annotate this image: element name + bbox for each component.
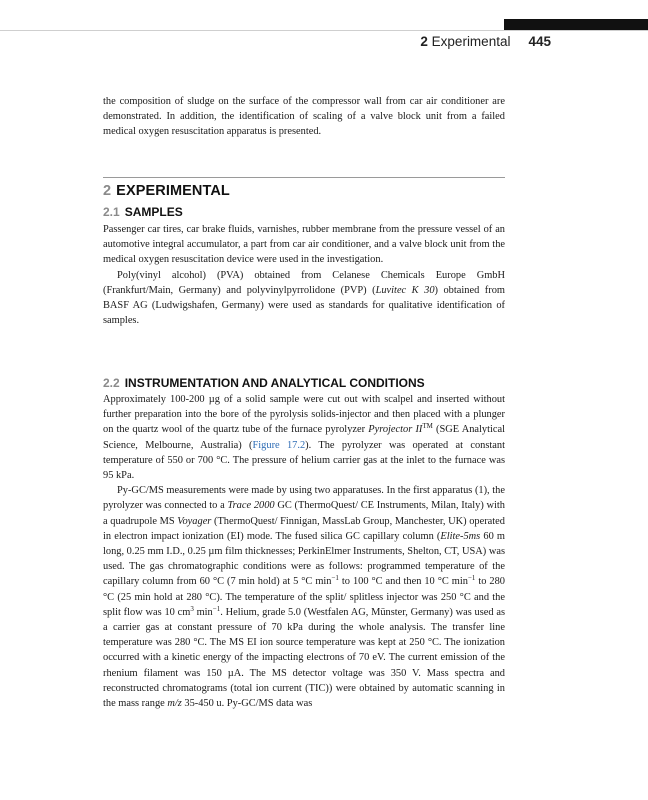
samples-paragraph-1: Passenger car tires, car brake fluids, varnishes, rubber membrane from the pressure vessel of an automotive integral accumulator, a part from car air conditioner, and a valve block unit from the medical oxygen resuscitation device were used in the investigation.	[103, 224, 505, 266]
running-head	[420, 34, 551, 49]
section-number: 2	[103, 183, 112, 199]
subsection-heading-samples: 2.1 SAMPLES	[103, 205, 183, 219]
figure-link[interactable]: Figure 17.2	[252, 439, 306, 451]
header-decor-bar	[504, 19, 648, 30]
instrumentation-paragraph-1: Approximately 100-200 µg of a solid sample were cut out with scalpel and inserted without further preparation into the bore of the pyrolysis solids-injector and then placed with a plunger on the quartz wool of the quartz tube of the furnace pyrolyzer Pyrojector II™ (SGE Analytical Science, Melbourne, Australia) (Figure 17.2). The pyrolyzer was operated at constant temperature of 550 or 700 °C. The pressure of helium carrier gas at the inlet to the furnace was 95 kPa.	[103, 394, 505, 482]
section-rule	[103, 177, 505, 178]
instrumentation-paragraph-2: Py-GC/MS measurements were made by using two apparatuses. In the first apparatus (1), the pyrolyzer was connected to a Trace 2000 GC (ThermoQuest/ CE Instruments, Milan, Italy) with a quadrupole MS Voyager (ThermoQuest/ Finnigan, MassLab Group, Manchester, UK) operated in electron impact ionization (EI) mode. The fused silica GC capillary column (Elite-5ms 60 m long, 0.25 mm I.D., 0.25 µm film thicknesses; PerkinElmer Instruments, Shelton, CT, USA) was used. The gas chromatographic conditions were as follows: programmed temperature of the capillary column from 60 °C (7 min hold) at 5 °C $\min^{-1}$ to 100 °C and then 10 °C $\min^{-1}$ to 280 °C (25 min hold at 280 °C). The temperature of the split/ splitless injector was 250 °C and the split flow was 10 $cm^3$ $\min^{-1}$. Helium, grade 5.0 (Westfalen AG, Münster, Germany) was used as a carrier gas at constant pressure of 70 kPa during the whole analysis. The transfer line temperature was 280 °C. The MS EI ion source temperature was kept at 250 °C. The ionization occurred with a kinetic energy of the impacting electrons of 70 eV. The current emission of the rhenium filament was 150 µA. The MS detector voltage was 350 V. Mass spectra and reconstructed chromatograms (total ion current (TIC)) were obtained by automatic scanning in the mass range m/z 35-450 u. Py-GC/MS data was	[103, 485, 505, 710]
header-rule	[0, 30, 648, 31]
section-title: EXPERIMENTAL	[116, 183, 230, 199]
page-number: 445	[528, 34, 551, 49]
section-heading	[103, 183, 230, 199]
samples-body	[103, 222, 505, 328]
instrumentation-body	[103, 392, 505, 711]
intro-paragraph: the composition of sludge on the surface of the compressor wall from car air conditioner are demonstrated. In addition, the identification of scaling of a valve block unit from a failed medical oxygen resuscitation apparatus is presented.	[103, 96, 505, 138]
subsection-heading-instrumentation: 2.2 INSTRUMENTATION AND ANALYTICAL CONDITIONS	[103, 376, 425, 390]
samples-paragraph-2: Poly(vinyl alcohol) (PVA) obtained from Celanese Chemicals Europe GmbH (Frankfurt/Main, Germany) and polyvinylpyrrolidone (PVP) (Luvitec K 30) obtained from BASF AG (Ludwigshafen, Germany) were used as standards for qualitative identification of samples.	[103, 269, 505, 327]
running-head-chapter: 2 Experimental	[420, 34, 511, 49]
